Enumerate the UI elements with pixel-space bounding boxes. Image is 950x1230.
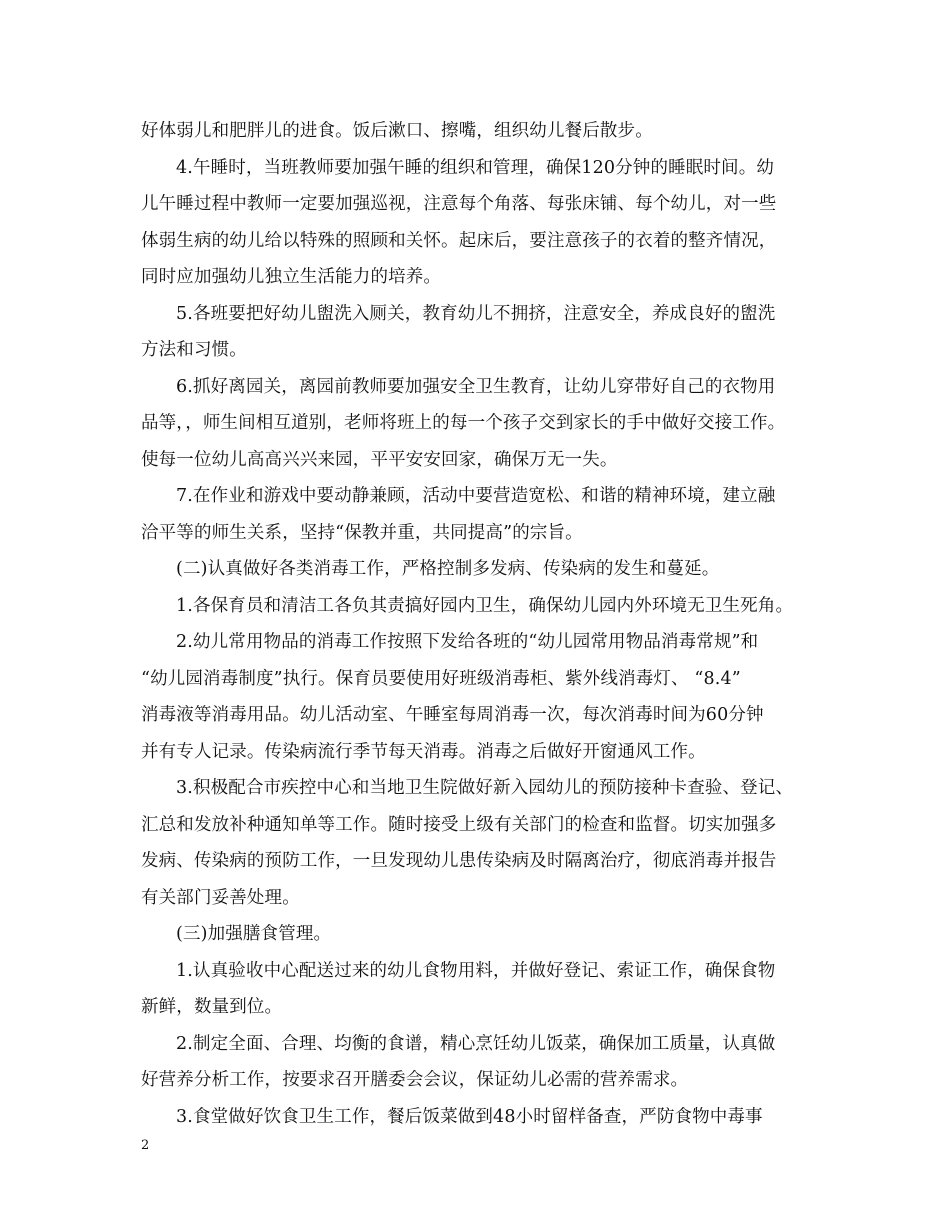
text-line: 1.各保育员和清洁工各负其责搞好园内卫生，确保幼儿园内外环境无卫生死角。: [176, 595, 794, 616]
text-line: 2.幼儿常用物品的消毒工作按照下发给各班的“幼儿园常用物品消毒常规”和: [176, 632, 759, 652]
text-line: 新鲜，数量到位。: [141, 997, 283, 1017]
text-line: 1.认真验收中心配送过来的幼儿食物用料，并做好登记、索证工作，确保食物: [176, 960, 776, 981]
text-line: 体弱生病的幼儿给以特殊的照顾和关怀。起床后，要注意孩子的衣着的整齐情况，: [141, 230, 777, 251]
text-line: 有关部门妥善处理。: [141, 887, 300, 908]
text-line: 发病、传染病的预防工作，一旦发现幼儿患传染病及时隔离治疗，彻底消毒并报告: [141, 851, 777, 871]
text-line: “幼儿园消毒制度”执行。保育员要使用好班级消毒柜、紫外线消毒灯、 “8.4”: [141, 668, 741, 689]
text-line: 4.午睡时，当班教师要加强午睡的组织和管理，确保120分钟的睡眠时间。幼: [176, 157, 774, 178]
text-line: 好营养分析工作，按要求召开膳委会会议，保证幼儿必需的营养需求。: [141, 1070, 689, 1090]
page-number: 2: [141, 1138, 150, 1153]
text-line: 2.制定全面、合理、均衡的食谱，精心烹饪幼儿饭菜，确保加工质量，认真做: [176, 1033, 776, 1054]
text-line: 儿午睡过程中教师一定要加强巡视，注意每个角落、每张床铺、每个幼儿，对一些: [141, 194, 777, 214]
text-line: 品等，，师生间相互道别，老师将班上的每一个孩子交到家长的手中做好交接工作。: [141, 413, 786, 433]
text-line: 并有专人记录。传染病流行季节每天消毒。消毒之后做好开窗通风工作。: [141, 741, 706, 762]
text-line: 6.抓好离园关，离园前教师要加强安全卫生教育，让幼儿穿带好自己的衣物用: [176, 376, 776, 397]
body-text: [141, 113, 823, 1135]
text-line: 消毒液等消毒用品。幼儿活动室、午睡室每周消毒一次，每次消毒时间为60分钟: [141, 705, 764, 725]
text-line: (三)加强膳食管理。: [176, 924, 332, 944]
text-line: 3.食堂做好饮食卫生工作，餐后饭菜做到48小时留样备查，严防食物中毒事: [176, 1106, 763, 1127]
text-line: 好体弱儿和肥胖儿的进食。饭后漱口、擦嘴，组织幼儿餐后散步。: [141, 121, 653, 141]
text-line: 3.积极配合市疾控中心和当地卫生院做好新入园幼儿的预防接种卡查验、登记、: [176, 778, 794, 798]
text-line: 方法和习惯。: [141, 340, 247, 360]
text-line: 7.在作业和游戏中要动静兼顾，活动中要营造宽松、和谐的精神环境，建立融: [176, 486, 776, 506]
text-line: 汇总和发放补种通知单等工作。随时接受上级有关部门的检查和监督。切实加强多: [141, 814, 777, 835]
text-line: (二)认真做好各类消毒工作，严格控制多发病、传染病的发生和蔓延。: [176, 559, 720, 579]
text-line: 同时应加强幼儿独立生活能力的培养。: [141, 267, 442, 287]
text-line: 使每一位幼儿高高兴兴来园，平平安安回家，确保万无一失。: [141, 449, 618, 470]
text-line: 洽平等的师生关系，坚持“保教并重，共同提高”的宗旨。: [141, 522, 583, 543]
text-line: 5.各班要把好幼儿盥洗入厕关，教育幼儿不拥挤，注意安全，养成良好的盥洗: [176, 303, 776, 324]
